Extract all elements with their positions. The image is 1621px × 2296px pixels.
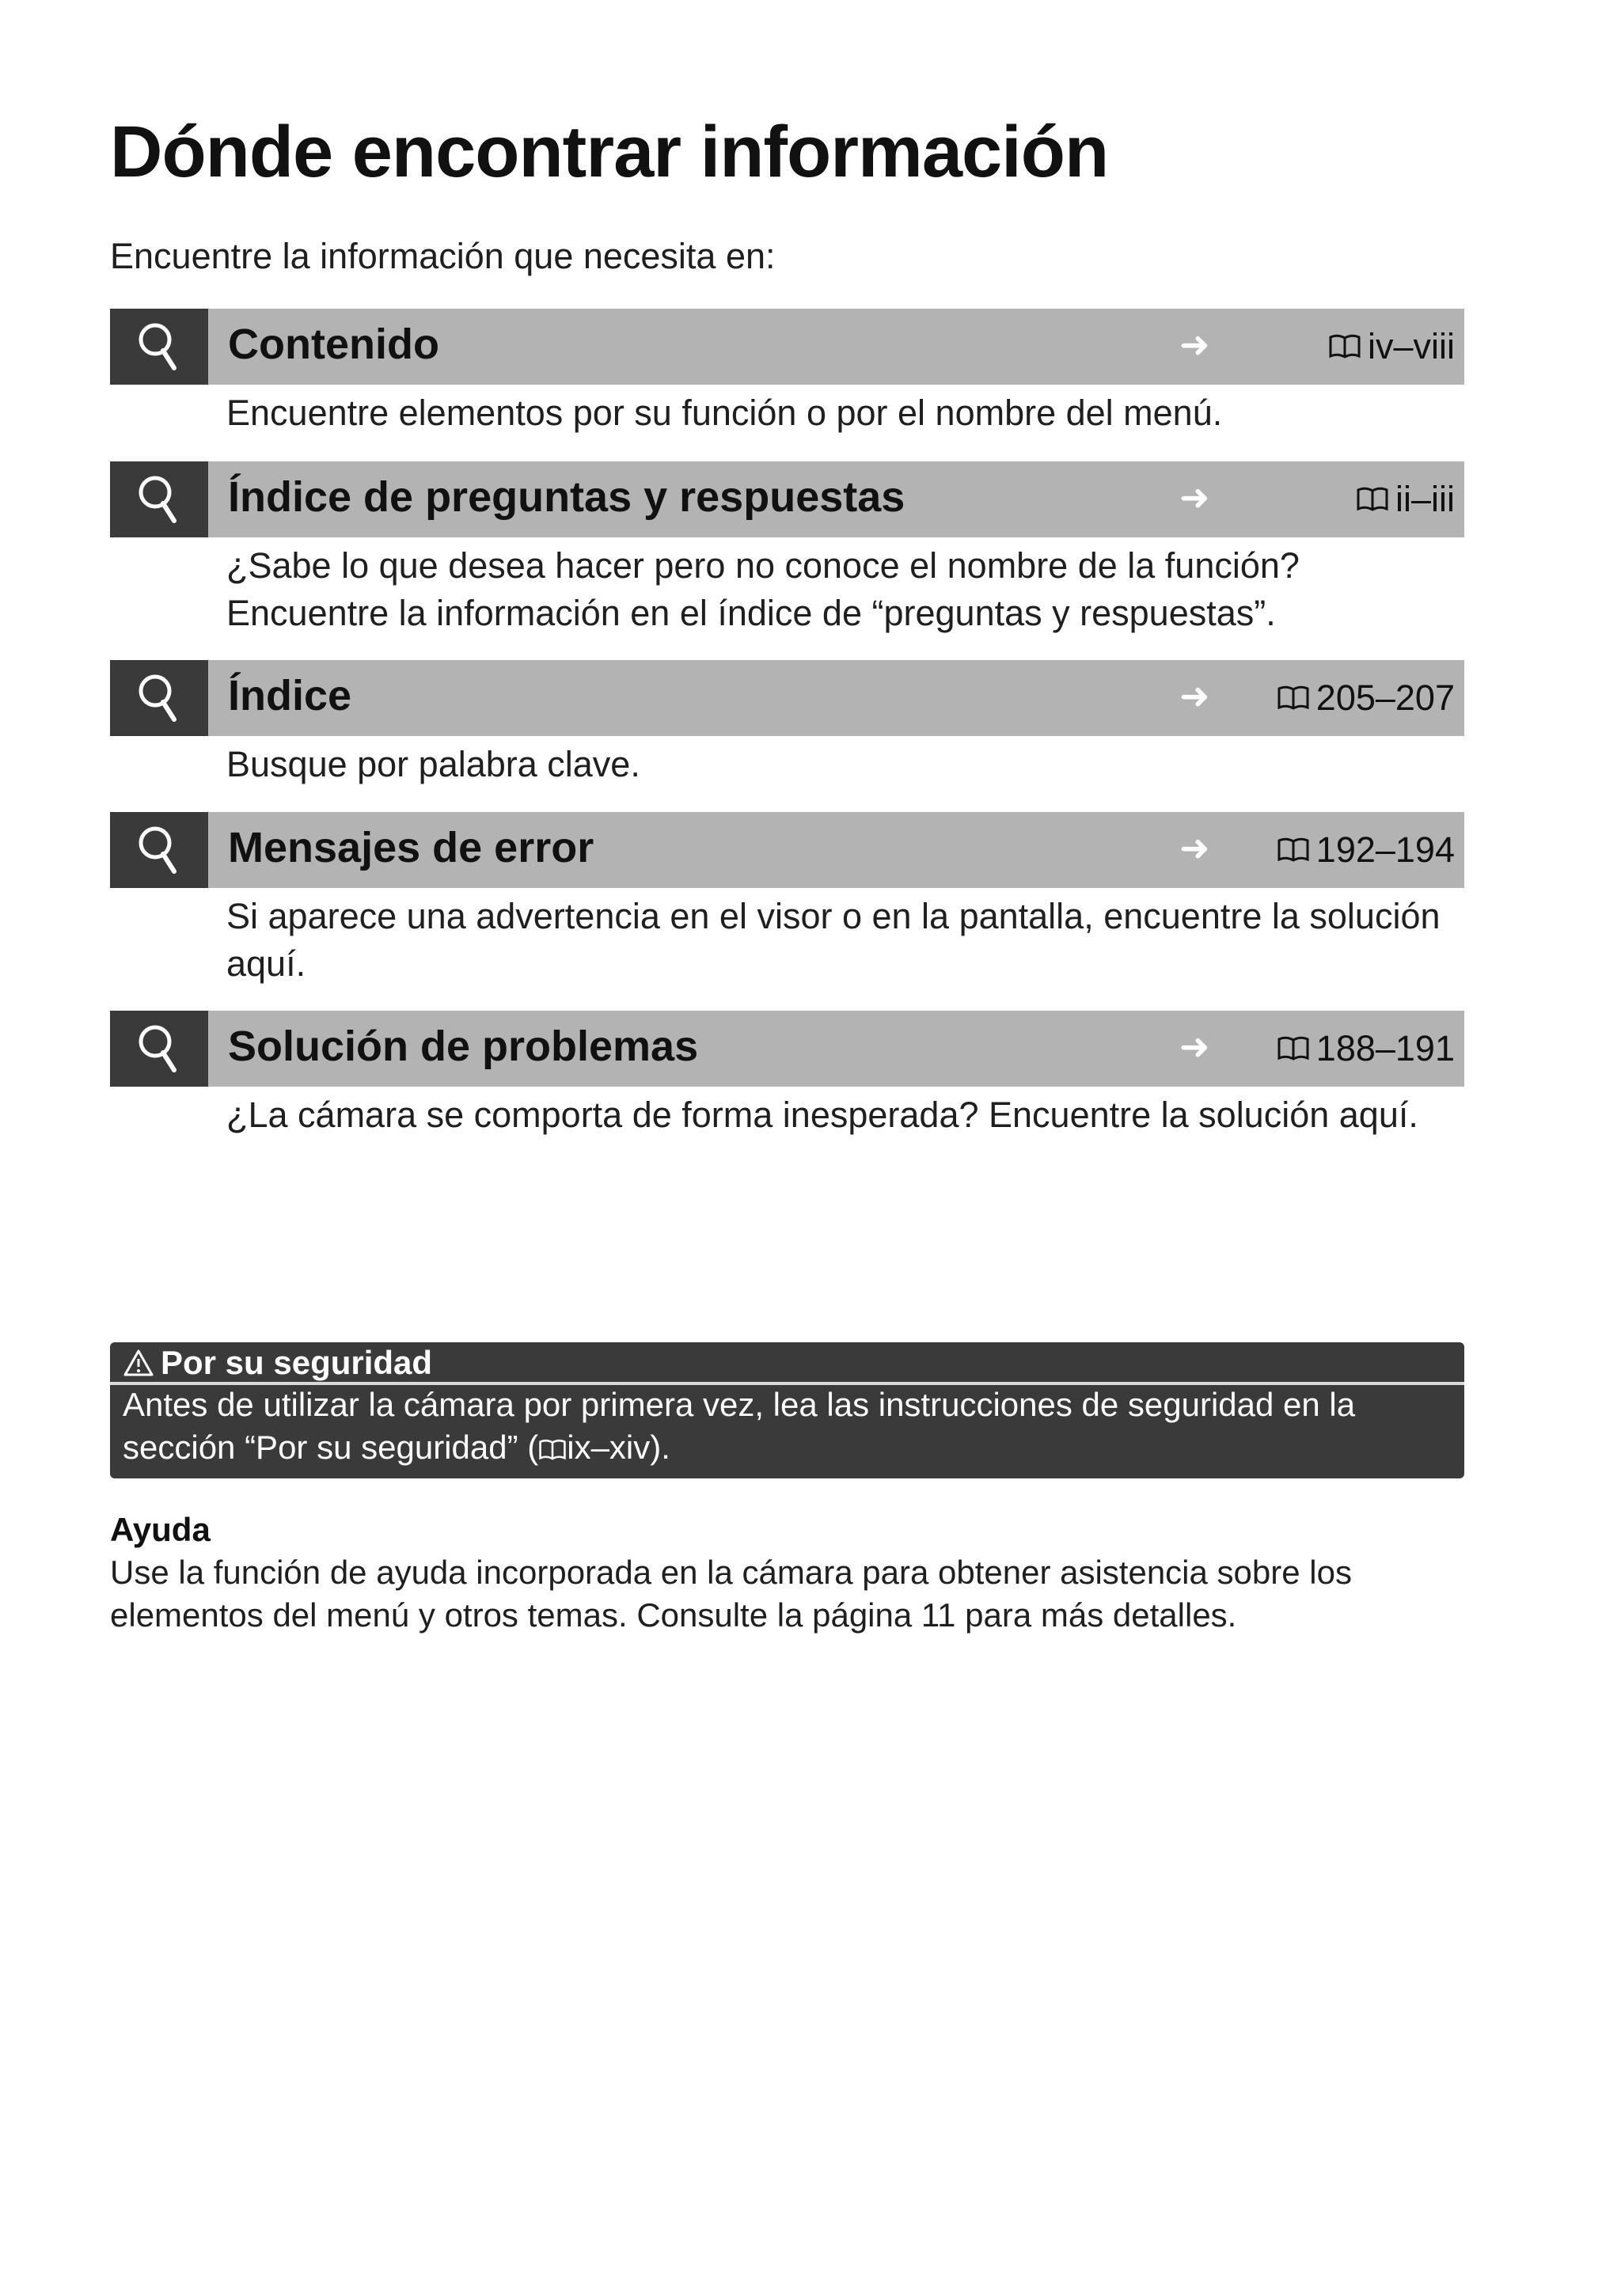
entry-description: Busque por palabra clave. [226, 744, 640, 784]
help-title: Ayuda [110, 1511, 211, 1548]
entry-header[interactable] [110, 660, 1464, 736]
entry-header[interactable] [110, 309, 1464, 385]
help-text: Use la función de ayuda incorporada en la cámara para obtener asistencia sobre los elementos del menú y otros temas. Consulte la página 11 para más detalles. [110, 1554, 1352, 1634]
magnifier-icon [110, 309, 208, 385]
magnifier-icon [110, 660, 208, 736]
arrow-right-icon: ➜ [1179, 827, 1210, 868]
arrow-right-icon: ➜ [1179, 476, 1210, 518]
entry-bar [208, 309, 1464, 385]
arrow-right-icon: ➜ [1179, 324, 1210, 365]
page-title: Dónde encontrar información [110, 112, 1109, 192]
entry-title: Mensajes de error [228, 824, 594, 871]
safety-notice [110, 1342, 1464, 1478]
safety-text: Antes de utilizar la cámara por primera vez, lea las instrucciones de seguridad en la sección “Por su seguridad” ( ix–xiv). [123, 1386, 1356, 1466]
entry-bar [208, 660, 1464, 736]
magnifier-icon [110, 461, 208, 537]
entry-title: Solución de problemas [228, 1023, 699, 1070]
page-range: 205–207 [1315, 677, 1455, 718]
page-reference[interactable] [1277, 677, 1455, 719]
magnifier-icon [110, 1011, 208, 1087]
entry-title: Índice de preguntas y respuestas [228, 473, 905, 521]
entry-header[interactable] [110, 461, 1464, 537]
page-reference[interactable] [1277, 829, 1455, 871]
entry-title: Índice [228, 672, 352, 719]
entry-bar [208, 461, 1464, 537]
page-reference[interactable] [1328, 326, 1455, 367]
intro-text: Encuentre la información que necesita en: [110, 236, 776, 276]
book-icon [1328, 333, 1361, 360]
entry-description: Si aparece una advertencia en el visor o en la pantalla, encuentre la solución aquí. [226, 896, 1441, 984]
book-icon [1356, 486, 1389, 513]
magnifier-icon [110, 812, 208, 888]
page-range: 192–194 [1315, 829, 1455, 870]
arrow-right-icon: ➜ [1179, 1026, 1210, 1067]
entry-solucion-problemas [110, 1011, 1464, 1139]
book-icon [1277, 837, 1310, 863]
help-section [110, 1509, 1471, 1637]
entry-bar [208, 1011, 1464, 1087]
entry-header[interactable] [110, 1011, 1464, 1087]
entry-header[interactable] [110, 812, 1464, 888]
book-icon [538, 1438, 567, 1462]
entry-description: ¿La cámara se comporta de forma inesperada? Encuentre la solución aquí. [226, 1095, 1418, 1135]
book-icon [1277, 1035, 1310, 1062]
page-range: 188–191 [1315, 1028, 1455, 1068]
entry-description: ¿Sabe lo que desea hacer pero no conoce el nombre de la función? Encuentre la información en el índice de “preguntas y respuestas”. [226, 545, 1300, 633]
arrow-right-icon: ➜ [1179, 675, 1210, 716]
page-reference[interactable] [1277, 1028, 1455, 1069]
page-reference[interactable] [1356, 479, 1455, 520]
page-range: iv–viii [1367, 326, 1455, 366]
warning-icon [123, 1349, 154, 1377]
entry-contenido [110, 309, 1464, 437]
safety-title: Por su seguridad [161, 1344, 433, 1381]
safety-header [123, 1344, 432, 1382]
entry-bar [208, 812, 1464, 888]
entry-mensajes-error [110, 812, 1464, 988]
entry-description: Encuentre elementos por su función o por el nombre del menú. [226, 393, 1223, 433]
entry-title: Contenido [228, 321, 439, 368]
entry-indice [110, 660, 1464, 788]
page-range: ii–iii [1395, 479, 1455, 519]
safety-page-range[interactable]: ix–xiv [567, 1429, 651, 1466]
book-icon [1277, 685, 1310, 712]
entry-indice-preguntas [110, 461, 1464, 637]
